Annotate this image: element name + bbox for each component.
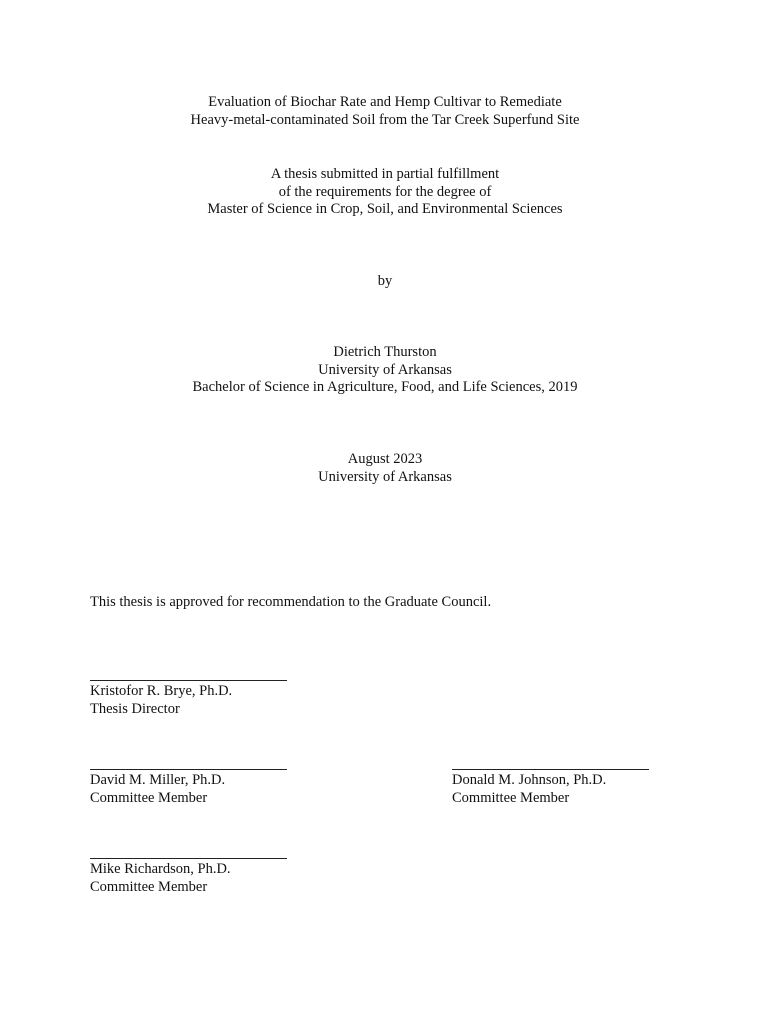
signer-name: David M. Miller, Ph.D. [90, 772, 226, 788]
signer-role: Thesis Director [90, 700, 180, 717]
author-info [0, 344, 770, 397]
author-name: Dietrich Thurston [333, 344, 437, 360]
signature-line [90, 769, 287, 770]
signature-block-miller [90, 769, 290, 807]
signature-block-director [90, 680, 290, 718]
thesis-title [0, 94, 770, 129]
degree-name: Master of Science in Crop, Soil, and Environmental Sciences [207, 201, 563, 217]
degree-statement-line-1: A thesis submitted in partial fulfillment [270, 166, 500, 182]
degree-statement [0, 166, 770, 219]
signature-line [452, 769, 649, 770]
thesis-title-line-1: Evaluation of Biochar Rate and Hemp Cultivar to Remediate [208, 94, 562, 110]
signature-block-richardson [90, 858, 290, 896]
signer-role: Committee Member [452, 789, 570, 806]
signer-name: Mike Richardson, Ph.D. [90, 861, 231, 877]
submission-date-block [0, 451, 770, 486]
degree-statement-line-2: of the requirements for the degree of [278, 183, 492, 200]
submission-date: August 2023 [347, 451, 423, 467]
by-text: by [377, 273, 393, 289]
signature-line [90, 858, 287, 859]
signer-name: Kristofor R. Brye, Ph.D. [90, 683, 233, 699]
signature-line [90, 680, 287, 681]
thesis-title-line-2: Heavy-metal-contaminated Soil from the Tar Creek Superfund Site [190, 111, 580, 128]
by-label [0, 273, 770, 291]
signer-role: Committee Member [90, 789, 208, 806]
author-institution: University of Arkansas [318, 361, 452, 378]
submission-institution: University of Arkansas [318, 468, 452, 485]
signer-name: Donald M. Johnson, Ph.D. [452, 772, 607, 788]
author-prior-degree: Bachelor of Science in Agriculture, Food, and Life Sciences, 2019 [192, 379, 578, 395]
signature-block-johnson [452, 769, 652, 807]
signer-role: Committee Member [90, 878, 208, 895]
approval-statement: This thesis is approved for recommendation to the Graduate Council. [90, 594, 492, 610]
